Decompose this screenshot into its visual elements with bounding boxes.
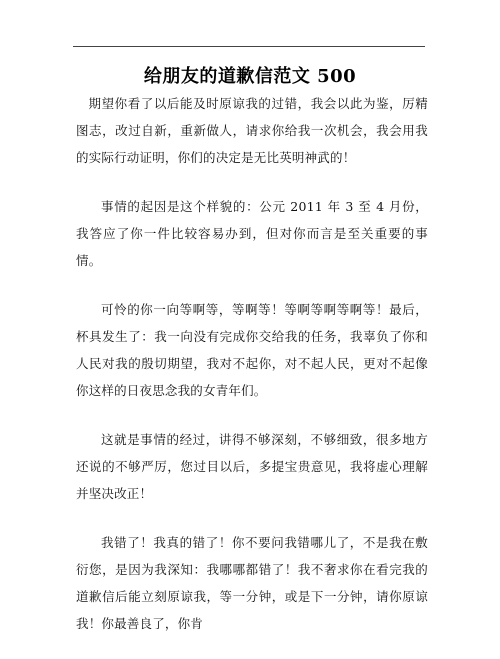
paragraph-3: 可怜的你一向等啊等，等啊等！等啊等啊等啊等！最后，杯具发生了：我一向没有完成你交给我的任务，我辜负了你和人民对我的殷切期望，我对不起你，对不起人民，更对不起像你这样的日夜思念我的女青年们。 bbox=[76, 302, 428, 398]
header-rule bbox=[73, 46, 425, 47]
paragraph-1: 期望你看了以后能及时原谅我的过错，我会以此为鉴，厉精图志，改过自新，重新做人，请求你给我一次机会，我会用我的实际行动证明，你们的决定是无比英明神武的！ bbox=[76, 96, 428, 165]
document-title: 给朋友的道歉信范文 500 bbox=[143, 66, 357, 87]
paragraph-4: 这就是事情的经过，讲得不够深刻，不够细致，很多地方还说的不够严厉，您过目以后，多提宝贵意见，我将虚心理解并坚决改正！ bbox=[76, 432, 428, 501]
document-body bbox=[76, 90, 428, 659]
paragraph-5: 我错了！我真的错了！你不要问我错哪儿了，不是我在敷衍您，是因为我深知：我哪哪都错了！我不奢求你在看完我的道歉信后能立刻原谅我，等一分钟，或是下一分钟，请你原谅我！你最善良了，你肯 bbox=[76, 535, 428, 631]
paragraph-2: 事情的起因是这个样貌的：公元 2011 年 3 至 4 月份，我答应了你一件比较容易办到，但对你而言是至关重要的事情。 bbox=[76, 199, 428, 268]
